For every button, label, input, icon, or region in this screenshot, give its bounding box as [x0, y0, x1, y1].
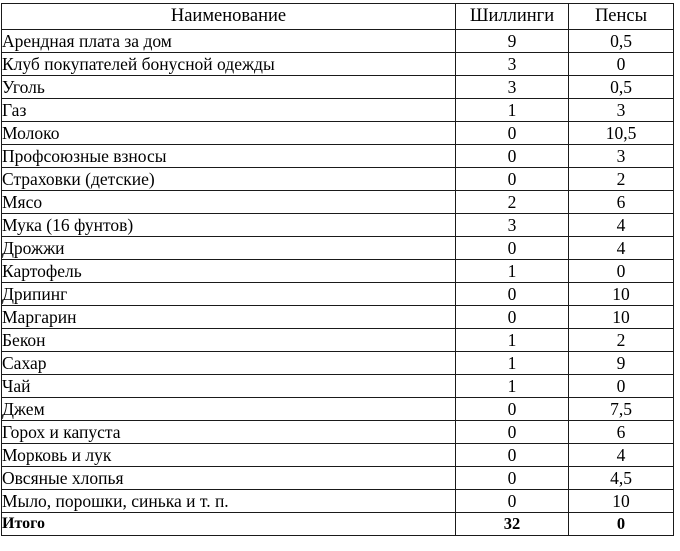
cell-pence: 6: [569, 191, 674, 214]
cell-pence: 10,5: [569, 122, 674, 145]
cell-pence: 0,5: [569, 30, 674, 53]
cell-item-name: Джем: [2, 398, 456, 421]
table-row: [2, 30, 674, 53]
cell-pence: 4,5: [569, 467, 674, 490]
cell-pence: 0: [569, 375, 674, 398]
cell-item-name: Дрожжи: [2, 237, 456, 260]
table-row: [2, 283, 674, 306]
cell-shillings: 1: [456, 260, 569, 283]
cell-shillings: 0: [456, 283, 569, 306]
table-row: [2, 421, 674, 444]
table-row: [2, 329, 674, 352]
cell-shillings: 9: [456, 30, 569, 53]
cell-pence: 9: [569, 352, 674, 375]
cell-item-name: Мука (16 фунтов): [2, 214, 456, 237]
header-row: [2, 4, 674, 30]
cell-pence: 0: [569, 53, 674, 76]
cell-pence: 10: [569, 283, 674, 306]
table-header: [2, 4, 674, 30]
cell-shillings: 0: [456, 444, 569, 467]
cell-shillings: 1: [456, 329, 569, 352]
table-row: [2, 145, 674, 168]
cell-item-name: Горох и капуста: [2, 421, 456, 444]
cell-pence: 4: [569, 214, 674, 237]
cell-shillings: 1: [456, 375, 569, 398]
cell-shillings: 0: [456, 237, 569, 260]
cell-item-name: Дрипинг: [2, 283, 456, 306]
cell-pence: 3: [569, 145, 674, 168]
cell-pence: 4: [569, 444, 674, 467]
cell-item-name: Мясо: [2, 191, 456, 214]
cell-shillings: 1: [456, 352, 569, 375]
budget-table: [1, 3, 674, 536]
cell-item-name: Клуб покупателей бонусной одежды: [2, 53, 456, 76]
cell-pence: 10: [569, 490, 674, 513]
cell-shillings: 3: [456, 53, 569, 76]
cell-shillings: 0: [456, 421, 569, 444]
cell-pence: 10: [569, 306, 674, 329]
table-row: [2, 375, 674, 398]
cell-shillings: 0: [456, 467, 569, 490]
table-row: [2, 191, 674, 214]
cell-pence: 0: [569, 260, 674, 283]
cell-shillings: 3: [456, 76, 569, 99]
total-shillings: 32: [456, 513, 569, 536]
cell-shillings: 0: [456, 306, 569, 329]
total-label: Итого: [2, 513, 456, 536]
cell-item-name: Картофель: [2, 260, 456, 283]
table-row: [2, 76, 674, 99]
cell-item-name: Мыло, порошки, синька и т. п.: [2, 490, 456, 513]
table-row: [2, 237, 674, 260]
cell-shillings: 2: [456, 191, 569, 214]
cell-pence: 0,5: [569, 76, 674, 99]
cell-shillings: 0: [456, 490, 569, 513]
cell-shillings: 0: [456, 398, 569, 421]
cell-pence: 2: [569, 329, 674, 352]
table-row: [2, 99, 674, 122]
cell-item-name: Арендная плата за дом: [2, 30, 456, 53]
table-row: [2, 122, 674, 145]
cell-shillings: 0: [456, 122, 569, 145]
column-header-name: Наименование: [2, 4, 456, 30]
table-row: [2, 306, 674, 329]
cell-shillings: 3: [456, 214, 569, 237]
cell-item-name: Маргарин: [2, 306, 456, 329]
cell-item-name: Газ: [2, 99, 456, 122]
cell-pence: 7,5: [569, 398, 674, 421]
cell-item-name: Морковь и лук: [2, 444, 456, 467]
table-body: [2, 30, 674, 536]
table-row: [2, 467, 674, 490]
cell-pence: 2: [569, 168, 674, 191]
cell-item-name: Овсяные хлопья: [2, 467, 456, 490]
table-row: [2, 53, 674, 76]
cell-shillings: 0: [456, 168, 569, 191]
cell-item-name: Молоко: [2, 122, 456, 145]
total-pence: 0: [569, 513, 674, 536]
column-header-pence: Пенсы: [569, 4, 674, 30]
document-page: [0, 3, 680, 551]
cell-item-name: Страховки (детские): [2, 168, 456, 191]
table-row: [2, 214, 674, 237]
table-row: [2, 490, 674, 513]
cell-item-name: Бекон: [2, 329, 456, 352]
table-row: [2, 444, 674, 467]
column-header-shillings: Шиллинги: [456, 4, 569, 30]
cell-shillings: 0: [456, 145, 569, 168]
cell-pence: 4: [569, 237, 674, 260]
total-row: [2, 513, 674, 536]
table-row: [2, 168, 674, 191]
table-row: [2, 260, 674, 283]
table-row: [2, 352, 674, 375]
cell-shillings: 1: [456, 99, 569, 122]
cell-item-name: Чай: [2, 375, 456, 398]
cell-pence: 3: [569, 99, 674, 122]
cell-item-name: Сахар: [2, 352, 456, 375]
cell-pence: 6: [569, 421, 674, 444]
cell-item-name: Профсоюзные взносы: [2, 145, 456, 168]
table-row: [2, 398, 674, 421]
cell-item-name: Уголь: [2, 76, 456, 99]
